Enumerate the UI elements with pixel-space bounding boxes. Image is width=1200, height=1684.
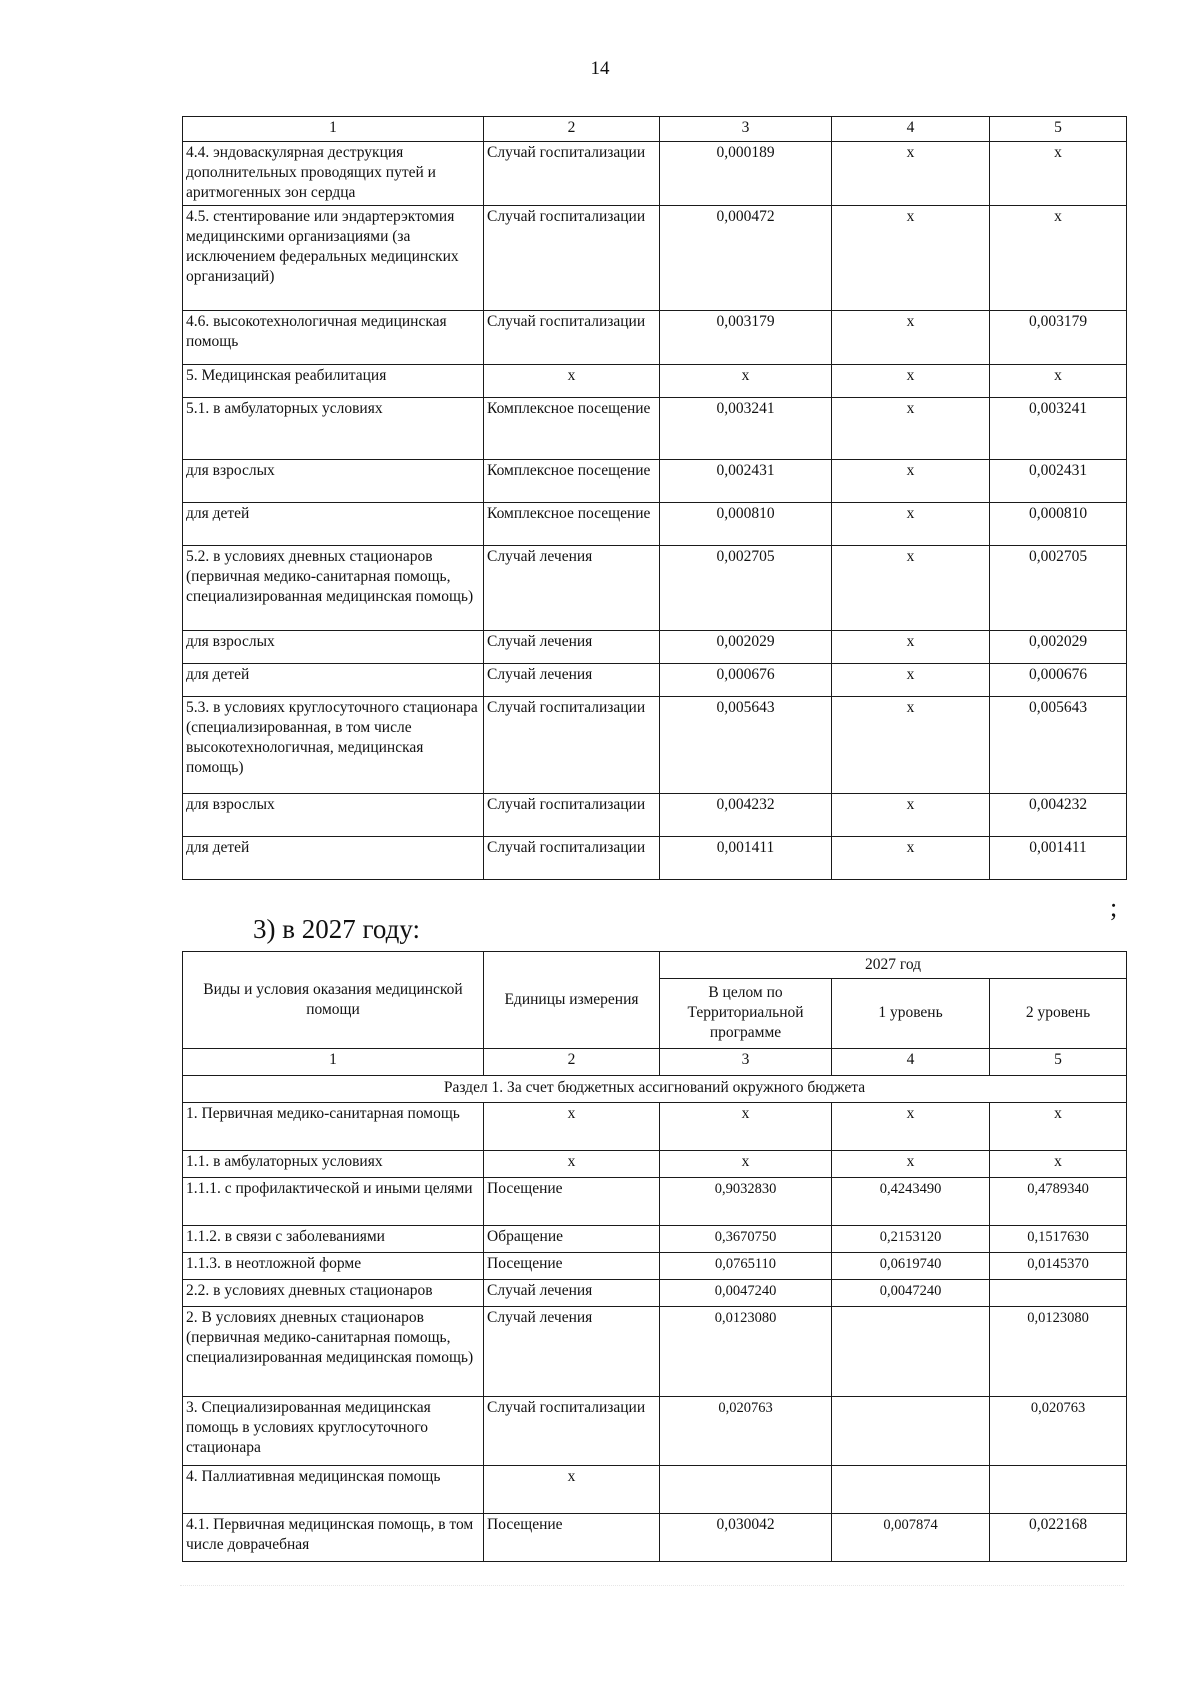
level-1-value-cell: x xyxy=(832,631,990,664)
total-value-cell: 0,003241 xyxy=(660,398,832,460)
level-1-value-cell: x xyxy=(832,664,990,697)
level-2-value-cell: 0,1517630 xyxy=(990,1226,1127,1253)
column-number: 5 xyxy=(990,1049,1127,1076)
total-value-cell: 0,9032830 xyxy=(660,1178,832,1226)
table-row xyxy=(183,206,1127,311)
column-number-row xyxy=(183,1049,1127,1076)
level-2-value-cell: 0,003241 xyxy=(990,398,1127,460)
table-row xyxy=(183,794,1127,837)
total-value-cell: x xyxy=(660,1151,832,1178)
care-type-cell: для детей xyxy=(183,837,484,880)
level-1-value-cell: x xyxy=(832,398,990,460)
level-2-value-cell: 0,002029 xyxy=(990,631,1127,664)
total-value-cell: 0,020763 xyxy=(660,1397,832,1466)
care-type-cell: 1. Первичная медико-санитарная помощь xyxy=(183,1103,484,1151)
level-2-value-cell: x xyxy=(990,206,1127,311)
level-2-value-cell xyxy=(990,1466,1127,1514)
column-number: 5 xyxy=(990,117,1127,142)
scan-artifact-line xyxy=(180,1585,1124,1586)
total-value-cell: 0,0765110 xyxy=(660,1253,832,1280)
unit-cell: Случай госпитализации xyxy=(484,837,660,880)
level-2-value-cell: 0,005643 xyxy=(990,697,1127,794)
unit-cell: x xyxy=(484,1103,660,1151)
unit-cell: Случай лечения xyxy=(484,1280,660,1307)
care-volume-table-2027 xyxy=(182,951,1127,1562)
unit-cell: Случай госпитализации xyxy=(484,697,660,794)
level-1-value-cell xyxy=(832,1397,990,1466)
care-type-cell: 4.6. высокотехнологичная медицинская помощь xyxy=(183,311,484,365)
header-level-1: 1 уровень xyxy=(832,979,990,1049)
total-value-cell: 0,0123080 xyxy=(660,1307,832,1397)
level-2-value-cell xyxy=(990,1280,1127,1307)
care-type-cell: для взрослых xyxy=(183,460,484,503)
care-type-cell: 5.3. в условиях круглосуточного стационара (специализированная, в том числе высокотехнологичная, медицинская помощь) xyxy=(183,697,484,794)
level-1-value-cell: 0,4243490 xyxy=(832,1178,990,1226)
level-2-value-cell: 0,000676 xyxy=(990,664,1127,697)
table-row xyxy=(183,1280,1127,1307)
care-type-cell: 4. Паллиативная медицинская помощь xyxy=(183,1466,484,1514)
level-2-value-cell: 0,022168 xyxy=(990,1514,1127,1562)
level-1-value-cell: x xyxy=(832,837,990,880)
level-1-value-cell: 0,007874 xyxy=(832,1514,990,1562)
table-row xyxy=(183,1253,1127,1280)
level-1-value-cell: x xyxy=(832,1103,990,1151)
level-1-value-cell: x xyxy=(832,697,990,794)
total-value-cell: 0,000189 xyxy=(660,142,832,206)
column-number: 3 xyxy=(660,1049,832,1076)
table-row xyxy=(183,398,1127,460)
care-volume-table-continued xyxy=(182,116,1127,880)
care-type-cell: 1.1.3. в неотложной форме xyxy=(183,1253,484,1280)
header-total: В целом по Территориальной программе xyxy=(660,979,832,1049)
care-type-cell: 2. В условиях дневных стационаров (первичная медико-санитарная помощь, специализированная медицинская помощь) xyxy=(183,1307,484,1397)
care-type-cell: 5.1. в амбулаторных условиях xyxy=(183,398,484,460)
table-row xyxy=(183,1397,1127,1466)
total-value-cell: 0,002431 xyxy=(660,460,832,503)
column-number-row xyxy=(183,117,1127,142)
level-2-value-cell: 0,0123080 xyxy=(990,1307,1127,1397)
level-1-value-cell: x xyxy=(832,503,990,546)
level-1-value-cell: 0,0047240 xyxy=(832,1280,990,1307)
unit-cell: Комплексное посещение xyxy=(484,460,660,503)
unit-cell: x xyxy=(484,1466,660,1514)
care-type-cell: 4.1. Первичная медицинская помощь, в том числе доврачебная xyxy=(183,1514,484,1562)
level-1-value-cell xyxy=(832,1466,990,1514)
care-type-cell: для детей xyxy=(183,503,484,546)
level-1-value-cell: x xyxy=(832,546,990,631)
total-value-cell: x xyxy=(660,365,832,398)
unit-cell: x xyxy=(484,1151,660,1178)
section-title: Раздел 1. За счет бюджетных ассигнований окружного бюджета xyxy=(183,1076,1127,1103)
unit-cell: Случай лечения xyxy=(484,1307,660,1397)
level-2-value-cell: x xyxy=(990,1151,1127,1178)
table-row xyxy=(183,460,1127,503)
level-2-value-cell: 0,0145370 xyxy=(990,1253,1127,1280)
table-row xyxy=(183,142,1127,206)
level-2-value-cell: 0,003179 xyxy=(990,311,1127,365)
table-row xyxy=(183,1466,1127,1514)
care-type-cell: 4.5. стентирование или эндартерэктомия медицинскими организациями (за исключением федеральных медицинских организаций) xyxy=(183,206,484,311)
unit-cell: Комплексное посещение xyxy=(484,503,660,546)
care-type-cell: 1.1.2. в связи с заболеваниями xyxy=(183,1226,484,1253)
unit-cell: Обращение xyxy=(484,1226,660,1253)
header-year: 2027 год xyxy=(660,952,1127,979)
care-type-cell: 1.1. в амбулаторных условиях xyxy=(183,1151,484,1178)
column-number: 4 xyxy=(832,117,990,142)
unit-cell: Случай лечения xyxy=(484,546,660,631)
total-value-cell: 0,001411 xyxy=(660,837,832,880)
care-type-cell: 2.2. в условиях дневных стационаров xyxy=(183,1280,484,1307)
level-1-value-cell: 0,0619740 xyxy=(832,1253,990,1280)
unit-cell: Посещение xyxy=(484,1253,660,1280)
unit-cell: Случай госпитализации xyxy=(484,1397,660,1466)
column-number: 1 xyxy=(183,1049,484,1076)
total-value-cell xyxy=(660,1466,832,1514)
level-2-value-cell: 0,4789340 xyxy=(990,1178,1127,1226)
care-type-cell: для взрослых xyxy=(183,794,484,837)
table-row xyxy=(183,1178,1127,1226)
unit-cell: Случай лечения xyxy=(484,664,660,697)
total-value-cell: 0,0047240 xyxy=(660,1280,832,1307)
total-value-cell: x xyxy=(660,1103,832,1151)
column-number: 2 xyxy=(484,117,660,142)
level-2-value-cell: x xyxy=(990,142,1127,206)
table-row xyxy=(183,631,1127,664)
care-type-cell: 4.4. эндоваскулярная деструкция дополнительных проводящих путей и аритмогенных зон сердца xyxy=(183,142,484,206)
header-row xyxy=(183,952,1127,979)
level-2-value-cell: 0,002705 xyxy=(990,546,1127,631)
care-type-cell: для детей xyxy=(183,664,484,697)
table-row xyxy=(183,311,1127,365)
total-value-cell: 0,000472 xyxy=(660,206,832,311)
level-1-value-cell: 0,2153120 xyxy=(832,1226,990,1253)
header-level-2: 2 уровень xyxy=(990,979,1127,1049)
page-number: 14 xyxy=(590,58,610,79)
unit-cell: Случай госпитализации xyxy=(484,206,660,311)
level-2-value-cell: 0,000810 xyxy=(990,503,1127,546)
list-item-separator: ; xyxy=(1110,893,1118,922)
column-number: 4 xyxy=(832,1049,990,1076)
unit-cell: Случай госпитализации xyxy=(484,142,660,206)
table-row xyxy=(183,837,1127,880)
table-row xyxy=(183,546,1127,631)
table-row xyxy=(183,664,1127,697)
level-1-value-cell: x xyxy=(832,460,990,503)
table-row xyxy=(183,1226,1127,1253)
table-row xyxy=(183,1514,1127,1562)
level-1-value-cell xyxy=(832,1307,990,1397)
total-value-cell: 0,030042 xyxy=(660,1514,832,1562)
unit-cell: Случай госпитализации xyxy=(484,311,660,365)
header-care-type: Виды и условия оказания медицинской помощи xyxy=(183,952,484,1049)
header-unit: Единицы измерения xyxy=(484,952,660,1049)
total-value-cell: 0,000676 xyxy=(660,664,832,697)
unit-cell: Комплексное посещение xyxy=(484,398,660,460)
care-type-cell: 5.2. в условиях дневных стационаров (первичная медико-санитарная помощь, специализированная медицинская помощь) xyxy=(183,546,484,631)
total-value-cell: 0,002029 xyxy=(660,631,832,664)
level-2-value-cell: x xyxy=(990,365,1127,398)
total-value-cell: 0,000810 xyxy=(660,503,832,546)
table-row xyxy=(183,503,1127,546)
section-row xyxy=(183,1076,1127,1103)
column-number: 1 xyxy=(183,117,484,142)
level-2-value-cell: x xyxy=(990,1103,1127,1151)
total-value-cell: 0,004232 xyxy=(660,794,832,837)
column-number: 2 xyxy=(484,1049,660,1076)
table-row xyxy=(183,1103,1127,1151)
level-1-value-cell: x xyxy=(832,365,990,398)
level-2-value-cell: 0,001411 xyxy=(990,837,1127,880)
table-row xyxy=(183,697,1127,794)
care-type-cell: 5. Медицинская реабилитация xyxy=(183,365,484,398)
table-row xyxy=(183,365,1127,398)
total-value-cell: 0,003179 xyxy=(660,311,832,365)
level-2-value-cell: 0,002431 xyxy=(990,460,1127,503)
unit-cell: Посещение xyxy=(484,1514,660,1562)
care-type-cell: 1.1.1. с профилактической и иными целями xyxy=(183,1178,484,1226)
level-2-value-cell: 0,004232 xyxy=(990,794,1127,837)
column-number: 3 xyxy=(660,117,832,142)
section-heading: 3) в 2027 году: xyxy=(253,914,420,944)
level-1-value-cell: x xyxy=(832,311,990,365)
unit-cell: x xyxy=(484,365,660,398)
care-type-cell: 3. Специализированная медицинская помощь в условиях круглосуточного стационара xyxy=(183,1397,484,1466)
total-value-cell: 0,005643 xyxy=(660,697,832,794)
level-1-value-cell: x xyxy=(832,206,990,311)
level-1-value-cell: x xyxy=(832,142,990,206)
unit-cell: Посещение xyxy=(484,1178,660,1226)
level-1-value-cell: x xyxy=(832,1151,990,1178)
unit-cell: Случай лечения xyxy=(484,631,660,664)
total-value-cell: 0,3670750 xyxy=(660,1226,832,1253)
table-row xyxy=(183,1151,1127,1178)
unit-cell: Случай госпитализации xyxy=(484,794,660,837)
level-1-value-cell: x xyxy=(832,794,990,837)
total-value-cell: 0,002705 xyxy=(660,546,832,631)
table-row xyxy=(183,1307,1127,1397)
level-2-value-cell: 0,020763 xyxy=(990,1397,1127,1466)
care-type-cell: для взрослых xyxy=(183,631,484,664)
